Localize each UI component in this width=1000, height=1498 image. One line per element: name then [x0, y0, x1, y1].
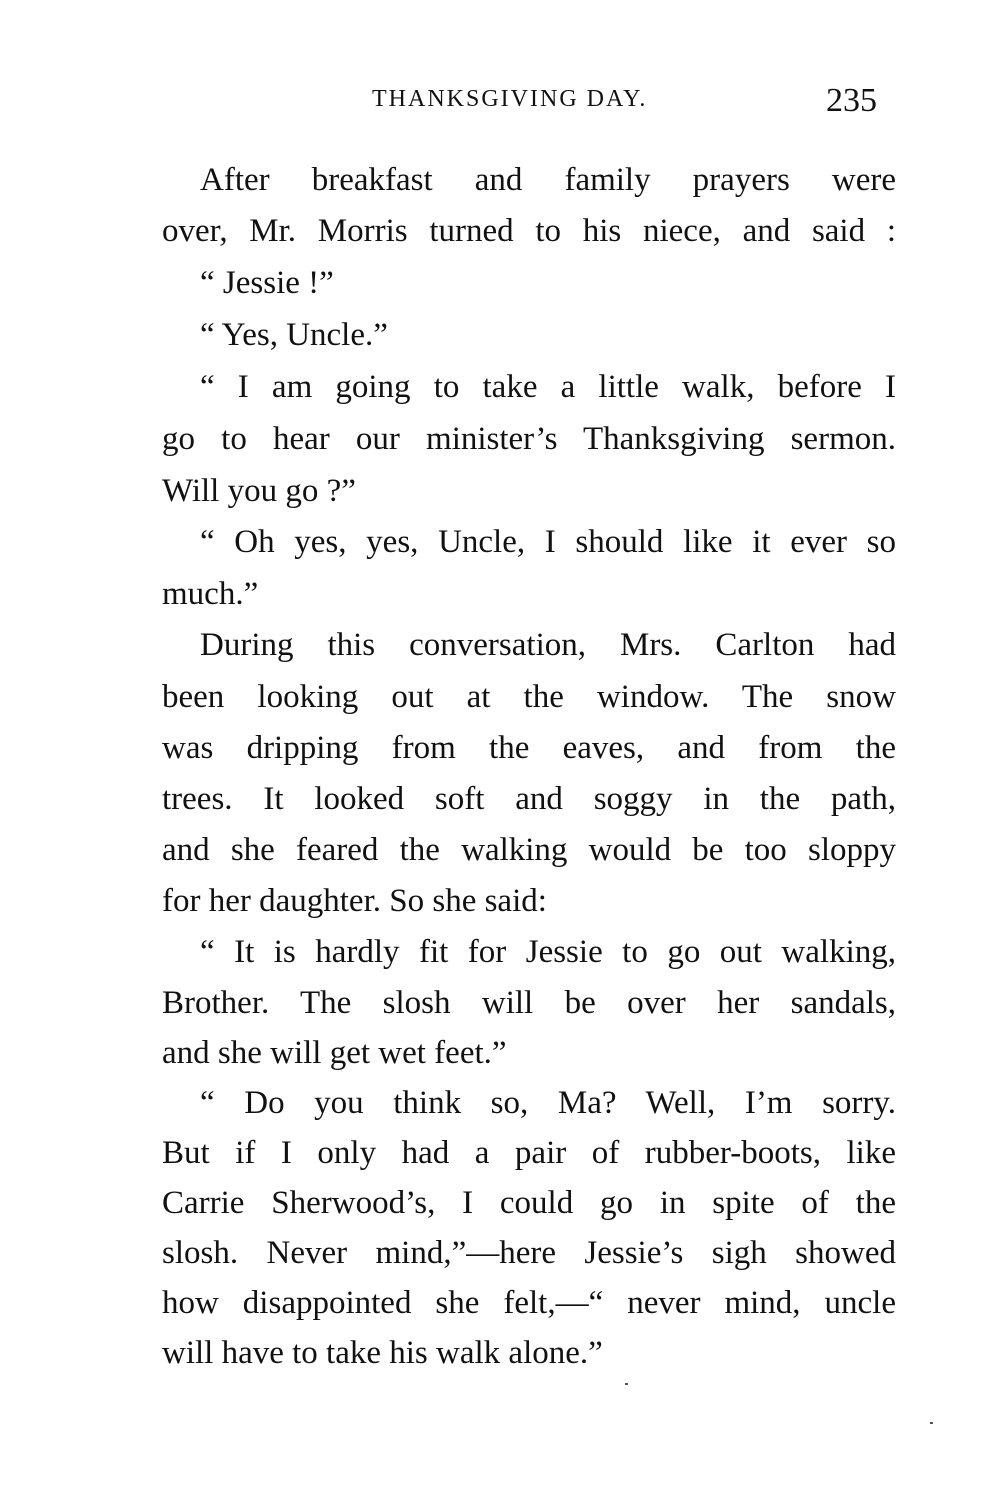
text-line: trees. It looked soft and soggy in the path,: [162, 781, 896, 817]
text-line: and she feared the walking would be too sloppy: [162, 832, 896, 868]
text-line: “ Jessie !”: [200, 265, 334, 301]
text-line: During this conversation, Mrs. Carlton had: [200, 627, 896, 663]
text-line: been looking out at the window. The snow: [162, 679, 896, 715]
print-speck: [625, 1383, 628, 1385]
text-line: “ Oh yes, yes, Uncle, I should like it ever so: [200, 524, 896, 560]
text-line: and she will get wet feet.”: [162, 1035, 507, 1071]
text-line: much.”: [162, 576, 259, 612]
text-line: Carrie Sherwood’s, I could go in spite of the: [162, 1185, 896, 1221]
text-line: But if I only had a pair of rubber-boots, like: [162, 1135, 896, 1171]
text-line: was dripping from the eaves, and from the: [162, 730, 896, 766]
text-line: Will you go ?”: [162, 473, 356, 509]
text-line: slosh. Never mind,”—here Jessie’s sigh showed: [162, 1235, 896, 1271]
text-line: After breakfast and family prayers were: [200, 162, 896, 198]
running-head: THANKSGIVING DAY.: [372, 86, 648, 112]
text-line: how disappointed she felt,—“ never mind, uncle: [162, 1285, 896, 1321]
text-line: go to hear our minister’s Thanksgiving sermon.: [162, 421, 896, 457]
text-line: “ I am going to take a little walk, before I: [200, 369, 896, 405]
text-line: “ Yes, Uncle.”: [200, 317, 388, 353]
text-line: will have to take his walk alone.”: [162, 1335, 603, 1371]
print-speck: [930, 1422, 933, 1424]
text-line: Brother. The slosh will be over her sandals,: [162, 985, 896, 1021]
text-line: “ It is hardly fit for Jessie to go out walking,: [200, 934, 896, 970]
text-line: “ Do you think so, Ma? Well, I’m sorry.: [200, 1085, 896, 1121]
text-line: for her daughter. So she said:: [162, 883, 547, 919]
text-line: over, Mr. Morris turned to his niece, and said :: [162, 213, 896, 249]
page-number: 235: [826, 82, 877, 119]
